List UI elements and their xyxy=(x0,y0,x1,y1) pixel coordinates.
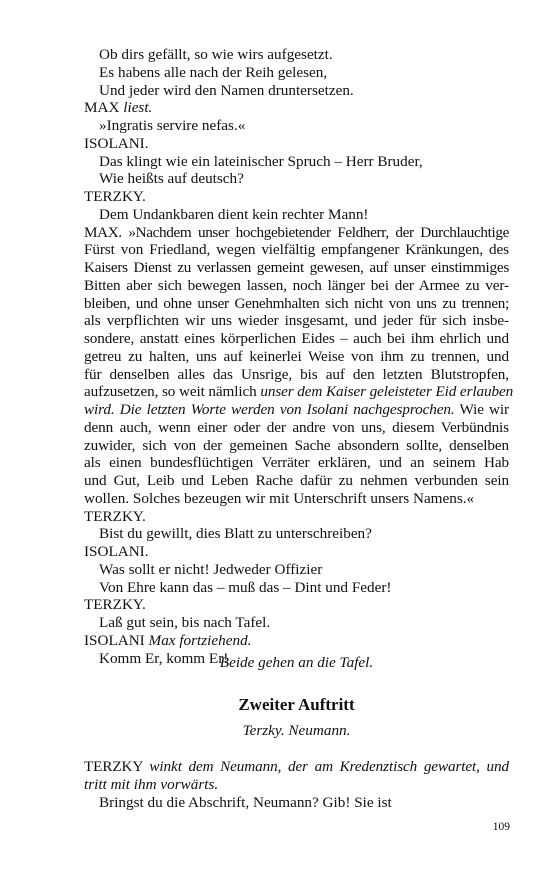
prose-line: als verpflichten wir uns wieder insgesamt, und jeder für sich insbe- xyxy=(84,312,509,330)
verse-line: Ob dirs gefällt, so wie wirs aufgesetzt. xyxy=(99,46,333,63)
stage-direction: tritt mit ihm vorwärts. xyxy=(84,775,219,793)
speaker-name: ISOLANI. xyxy=(84,134,149,152)
speaker-name: TERZKY. xyxy=(84,188,146,205)
prose-line: zuwider, sich von der gemeinen Sache absondern sollte, denselben xyxy=(84,436,509,454)
verse-line: Es habens alle nach der Reih gelesen, xyxy=(99,63,328,81)
verse-line: Von Ehre kann das – muß das – Dint und Feder! xyxy=(99,578,392,596)
speaker-name: TERZKY xyxy=(84,758,143,775)
prose-italic: wird. Die letzten Worte werden von Isolani nachgesprochen. xyxy=(84,401,455,418)
verse-line: Bist du gewillt, dies Blatt zu unterschreiben? xyxy=(99,525,372,543)
speaker-line xyxy=(84,758,509,776)
stage-direction-line xyxy=(84,776,509,794)
prose-line: Kaisers Dienst zu verlassen gemeint gewesen, auf unser einstimmiges xyxy=(84,259,509,276)
prose-line: als einen bundesflüchtigen Verräter erklären, und an seinem Hab xyxy=(84,454,509,472)
verse-line: Bringst du die Abschrift, Neumann? Gib! Sie ist xyxy=(99,793,392,811)
verse-line: »Ingratis servire nefas.« xyxy=(99,117,246,134)
speaker-name: ISOLANI. xyxy=(84,543,149,560)
verse-line: Das klingt wie ein lateinischer Spruch – Herr Bruder, xyxy=(99,152,423,170)
prose-text: aufzusetzen, so weit nämlich xyxy=(84,383,261,401)
verse-line: Was sollt er nicht! Jedweder Offizier xyxy=(99,560,323,578)
prose-line xyxy=(84,383,514,401)
verse-line: Komm Er, komm Er! xyxy=(99,649,229,667)
verse-line: Dem Undankbaren dient kein rechter Mann! xyxy=(99,205,369,223)
prose-line: getreu zu halten, uns auf keinerlei Weise von ihm zu trennen, und xyxy=(84,347,509,365)
prose-line: bleiben, und ohne unser Genehmhalten sich nicht von uns zu trennen; xyxy=(84,294,509,312)
prose-line: sondere, anstatt eines körperlichen Eides – auch bei ihm ehrlich und xyxy=(84,330,509,347)
stage-direction: liest. xyxy=(123,99,153,117)
stage-direction: winkt dem Neumann, der am Kredenztisch gewartet, und xyxy=(149,758,510,775)
verse-line: Wie heißts auf deutsch? xyxy=(99,170,244,188)
prose-line: wollen. Solches bezeugen wir mit Unterschrift unsers Namens.« xyxy=(84,489,475,507)
play-text xyxy=(84,46,514,667)
prose-text: Wie wir xyxy=(454,401,509,418)
speaker-name: MAX xyxy=(84,99,120,117)
prose-line: Fürst von Friedland, wegen vielfältig empfangener Kränkungen, des xyxy=(84,241,509,259)
prose-line: denn auch, wenn einer oder der andre von uns, diesem Verbündnis xyxy=(84,418,509,436)
scene-persons: Terzky. Neumann. xyxy=(242,722,351,739)
scene-text xyxy=(84,758,509,811)
speaker-name: ISOLANI xyxy=(84,631,145,649)
prose-line: und Gut, Leib und Leben Rache dafür zu nehmen verbunden sein xyxy=(84,472,509,489)
page-number: 109 xyxy=(492,821,510,833)
speaker-name: TERZKY. xyxy=(84,596,146,614)
stage-direction: Max fortziehend. xyxy=(148,631,252,649)
prose-line xyxy=(84,401,509,419)
scene-title: Zweiter Auftritt xyxy=(238,695,355,714)
speaker-line xyxy=(84,99,509,117)
prose-line: Bitten aber sich bewegen lassen, noch länger bei der Armee zu ver- xyxy=(84,276,509,294)
verse-line: Und jeder wird den Namen druntersetzen. xyxy=(99,81,354,99)
stage-direction-centered: Beide gehen an die Tafel. xyxy=(219,654,374,671)
verse-line: Laß gut sein, bis nach Tafel. xyxy=(99,614,271,631)
speaker-name: TERZKY. xyxy=(84,507,146,525)
prose-line: für denselben alles das Unsrige, bis auf den letzten Blutstropfen, xyxy=(84,365,509,383)
prose-italic: unser dem Kaiser geleisteter Eid erlauben xyxy=(260,383,514,401)
prose-line: MAX. »Nachdem unser hochgebietender Feldherr, der Durchlauchtige xyxy=(84,223,509,241)
speaker-line xyxy=(84,632,509,650)
